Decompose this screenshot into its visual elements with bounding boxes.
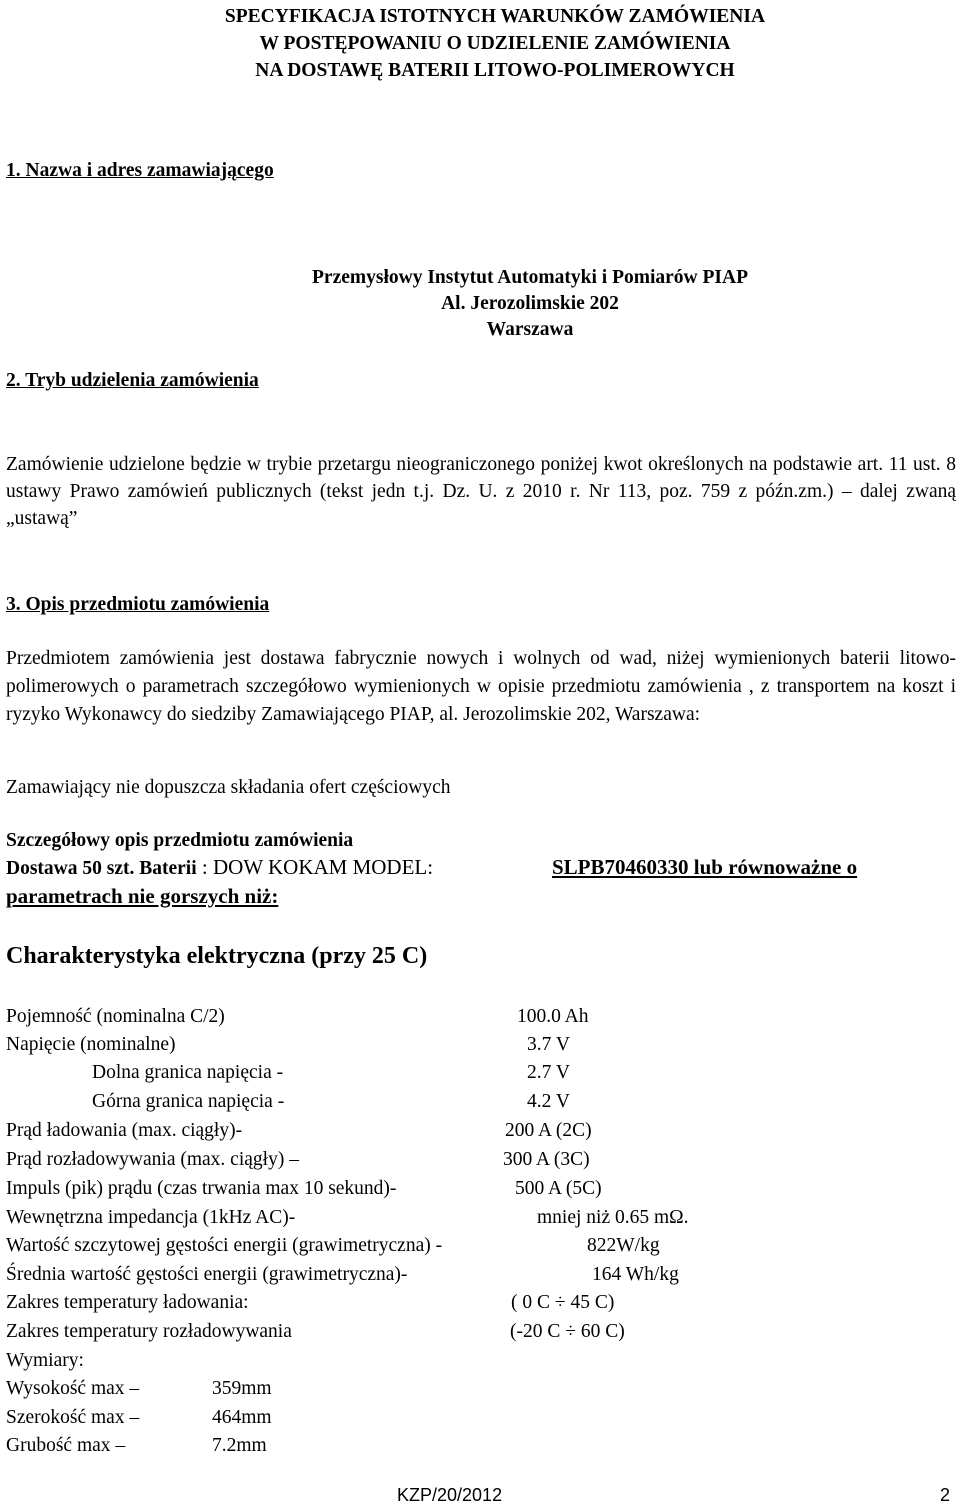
spec-value-peak-energy-density: 822W/kg: [587, 1235, 660, 1256]
spec-value-nominal-voltage: 3.7 V: [527, 1034, 570, 1055]
detail-heading: Szczegółowy opis przedmiotu zamówienia: [6, 830, 354, 851]
title-line-2: W POSTĘPOWANIU O UDZIELENIE ZAMÓWIENIA: [259, 33, 731, 54]
spec-label-internal-impedance: Wewnętrzna impedancja (1kHz AC)-: [6, 1207, 296, 1228]
spec-label-capacity: Pojemność (nominalna C/2): [6, 1006, 225, 1027]
spec-label-charge-temperature-range: Zakres temperatury ładowania:: [6, 1292, 249, 1313]
spec-value-discharge-temperature-range: (-20 C ÷ 60 C): [510, 1321, 625, 1342]
address-line-2: Al. Jerozolimskie 202: [441, 293, 619, 314]
delivery-model: [538, 855, 857, 880]
spec-label-lower-voltage-limit: Dolna granica napięcia -: [92, 1062, 284, 1083]
address-line-1: Przemysłowy Instytut Automatyki i Pomiarów PIAP: [312, 267, 748, 288]
delivery-prefix: Dostawa 50 szt. Baterii: [6, 858, 197, 879]
footer-reference: KZP/20/2012: [397, 1485, 503, 1505]
delivery-colon-2: :: [427, 855, 434, 879]
partial-offers-note: Zamawiający nie dopuszcza składania ofert częściowych: [6, 777, 451, 798]
section-3-text: Przedmiotem zamówienia jest dostawa fabrycznie nowych i wolnych od wad, niżej wymienionych baterii litowo-polimerowych o parametrach szczegółowo wymienionych w opisie przedmiotu zamówienia , z transportem na koszt i ryzyko Wykonawcy do siedziby Zamawiającego PIAP, al. Jerozolimskie 202, Warszawa:: [6, 648, 956, 725]
spec-value-charge-temperature-range: ( 0 C ÷ 45 C): [511, 1292, 615, 1313]
spec-value-upper-voltage-limit: 4.2 V: [527, 1091, 570, 1112]
document-title: [0, 3, 960, 84]
spec-value-average-energy-density: 164 Wh/kg: [592, 1264, 679, 1285]
spec-label-peak-energy-density: Wartość szczytowej gęstości energii (grawimetryczna) -: [6, 1235, 443, 1256]
dimension-value-width: 464mm: [212, 1407, 272, 1428]
section-1-heading: 1. Nazwa i adres zamawiającego: [6, 160, 274, 181]
dimensions-heading: Wymiary:: [6, 1350, 84, 1371]
delivery-brand: DOW KOKAM MODEL: [212, 855, 428, 879]
characteristics-heading: Charakterystyka elektryczna (przy 25 C): [6, 943, 428, 969]
spec-value-internal-impedance: mniej niż 0.65 mΩ.: [537, 1207, 689, 1228]
spec-label-nominal-voltage: Napięcie (nominalne): [6, 1034, 176, 1055]
spec-label-peak-current: Impuls (pik) prądu (czas trwania max 10 sekund)-: [6, 1178, 397, 1199]
spec-value-lower-voltage-limit: 2.7 V: [527, 1062, 570, 1083]
title-line-1: SPECYFIKACJA ISTOTNYCH WARUNKÓW ZAMÓWIENIA: [224, 6, 766, 27]
delivery-colon-1: :: [196, 855, 213, 879]
spec-label-average-energy-density: Średnia wartość gęstości energii (grawimetryczna)-: [6, 1264, 408, 1285]
delivery-line: [6, 855, 433, 880]
spec-label-upper-voltage-limit: Górna granica napięcia -: [92, 1091, 285, 1112]
section-2-heading: 2. Tryb udzielenia zamówienia: [6, 370, 259, 391]
delivery-model-text: SLPB70460330 lub równoważne o: [552, 855, 858, 879]
spec-value-discharge-current: 300 A (3C): [503, 1149, 590, 1170]
dimension-label-thickness: Grubość max –: [6, 1435, 126, 1456]
delivery-line-2: parametrach nie gorszych niż:: [6, 884, 279, 908]
spec-value-peak-current: 500 A (5C): [515, 1178, 602, 1199]
spec-label-discharge-current: Prąd rozładowywania (max. ciągły) –: [6, 1149, 299, 1170]
spec-label-discharge-temperature-range: Zakres temperatury rozładowywania: [6, 1321, 292, 1342]
address-line-3: Warszawa: [486, 319, 574, 340]
spec-label-charge-current: Prąd ładowania (max. ciągły)-: [6, 1120, 243, 1141]
spec-value-charge-current: 200 A (2C): [505, 1120, 592, 1141]
dimension-label-height: Wysokość max –: [6, 1378, 140, 1399]
spec-value-capacity: 100.0 Ah: [517, 1006, 589, 1027]
dimension-value-height: 359mm: [212, 1378, 272, 1399]
section-2-text: Zamówienie udzielone będzie w trybie przetargu nieograniczonego poniżej kwot określonych na podstawie art. 11 ust. 8 ustawy Prawo zamówień publicznych (tekst jedn t.j. Dz. U. z 2010 r. Nr 113, poz. 759 z późn.zm.) – dalej zwaną „ustawą”: [6, 454, 956, 529]
page-number: 2: [940, 1485, 951, 1505]
section-3-heading: 3. Opis przedmiotu zamówienia: [6, 594, 270, 615]
dimension-value-thickness: 7.2mm: [212, 1435, 267, 1456]
dimension-label-width: Szerokość max –: [6, 1407, 140, 1428]
title-line-3: NA DOSTAWĘ BATERII LITOWO-POLIMEROWYCH: [255, 60, 735, 81]
